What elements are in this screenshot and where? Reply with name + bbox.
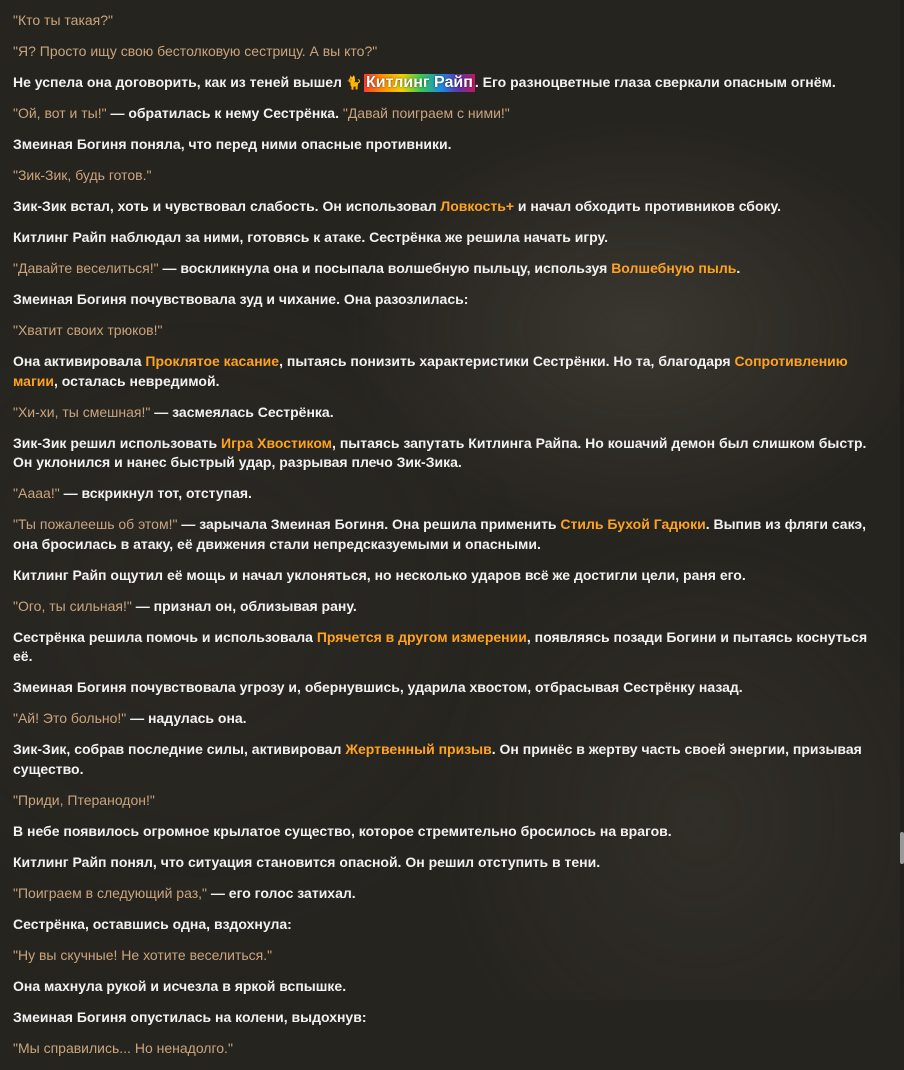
narration-text: . Его разноцветные глаза сверкали опасным огнём. <box>474 74 836 90</box>
narration-text: — засмеялась Сестрёнка. <box>150 403 334 420</box>
story-paragraph <box>13 1039 886 1059</box>
narration-text: — его голос затихал. <box>207 884 356 901</box>
narration-text: Зик-Зик, собрав последние силы, активировал <box>13 741 346 757</box>
dialogue-quote: "Зик-Зик, будь готов." <box>13 167 152 183</box>
narration-text: — признал он, облизывая рану. <box>131 597 357 614</box>
story-paragraph <box>13 678 886 698</box>
story-paragraph <box>13 740 886 779</box>
narration-text: — надулась она. <box>126 710 247 726</box>
narration-text: . <box>736 260 741 276</box>
dialogue-quote: "Поиграем в следующий раз," <box>13 884 208 901</box>
skill-name: Волшебную пыль <box>611 260 737 276</box>
narration-text: , пытаясь понизить характеристики Сестрёнки. Но та, благодаря <box>279 353 735 369</box>
story-paragraph <box>13 628 886 667</box>
narration-text: В небе появилось огромное крылатое существо, которое стремительно бросилось на врагов. <box>13 822 672 839</box>
dialogue-quote: "Приди, Птеранодон!" <box>13 791 155 808</box>
story-paragraph <box>13 597 886 617</box>
character-name-highlight: Китлинг Райп <box>366 74 473 91</box>
story-paragraph <box>13 484 886 504</box>
skill-name: Проклятое касание <box>145 353 280 369</box>
narration-text: Зик-Зик встал, хоть и чувствовал слабость. Он использовал <box>13 198 441 214</box>
dialogue-quote: "Мы справились... Но ненадолго." <box>13 1039 233 1056</box>
story-paragraph <box>13 73 886 93</box>
narration-text: Змеиная Богиня почувствовала угрозу и, обернувшись, ударила хвостом, отбрасывая Сестрёнку назад. <box>13 679 743 695</box>
narration-text: Сестрёнка, оставшись одна, вздохнула: <box>13 915 292 932</box>
dialogue-quote: "Хи-хи, ты смешная!" <box>13 403 151 420</box>
story-log <box>13 11 886 1070</box>
skill-name: Игра Хвостиком <box>221 434 333 451</box>
story-paragraph <box>13 946 886 966</box>
story-paragraph <box>13 11 886 31</box>
skill-name: Ловкость+ <box>440 198 515 214</box>
dialogue-quote: "Аааа!" <box>13 485 60 501</box>
story-paragraph <box>13 884 886 904</box>
narration-text: Змеиная Богиня опустилась на колени, выдохнув: <box>13 1008 367 1025</box>
narration-text: , осталась невредимой. <box>54 372 220 389</box>
narration-text: Она активировала <box>13 353 146 369</box>
story-paragraph <box>13 228 886 248</box>
story-paragraph <box>13 259 886 279</box>
story-paragraph <box>13 135 886 155</box>
story-paragraph <box>13 977 886 997</box>
narration-text: Она махнула рукой и исчезла в яркой вспышке. <box>13 977 347 994</box>
narration-text: Змеиная Богиня поняла, что перед ними опасные противники. <box>13 136 452 152</box>
narration-text: Китлинг Райп понял, что ситуация становится опасной. Он решил отступить в тени. <box>13 853 601 870</box>
story-paragraph <box>13 515 886 554</box>
narration-text: и начал обходить противников сбоку. <box>514 198 781 214</box>
narration-text: Китлинг Райп ощутил её мощь и начал уклоняться, но несколько ударов всё же достигли цели, раня его. <box>13 566 746 583</box>
narration-text: Змеиная Богиня почувствовала зуд и чихание. Она разозлилась: <box>13 291 469 307</box>
skill-name: Сопротивлению магии <box>13 353 848 389</box>
dialogue-quote: "Давай поиграем с ними!" <box>342 105 510 121</box>
story-paragraph <box>13 321 886 341</box>
cat-icon: 🐈 <box>345 75 363 90</box>
dialogue-quote: "Ой, вот и ты!" <box>13 105 107 121</box>
story-paragraph <box>13 566 886 586</box>
story-paragraph <box>13 434 886 473</box>
dialogue-quote: "Ты пожалеешь об этом!" <box>13 516 178 532</box>
story-paragraph <box>13 42 886 62</box>
narration-text: — вскрикнул тот, отступая. <box>59 485 252 501</box>
story-paragraph <box>13 197 886 217</box>
story-paragraph <box>13 1008 886 1028</box>
narration-text: Не успела она договорить, как из теней вышел <box>13 74 346 90</box>
narration-text: . Он принёс в жертву часть своей энергии, призывая существо. <box>13 741 862 777</box>
dialogue-quote: "Давайте веселиться!" <box>13 260 159 276</box>
narration-text: , пытаясь запутать Китлинга Райпа. Но кошачий демон был слишком быстр. Он уклонился и нанес быстрый удар, разрывая плечо Зик-Зика. <box>13 434 867 470</box>
narration-text: Сестрёнка решила помочь и использовала <box>13 628 317 645</box>
story-paragraph <box>13 853 886 873</box>
story-paragraph <box>13 915 886 935</box>
skill-name: Прячется в другом измерении <box>316 628 527 645</box>
dialogue-quote: "Хватит своих трюков!" <box>13 322 163 338</box>
dialogue-quote: "Ого, ты сильная!" <box>13 597 132 614</box>
dialogue-quote: "Я? Просто ищу свою бестолковую сестрицу. А вы кто?" <box>13 43 378 59</box>
story-paragraph <box>13 709 886 729</box>
narration-text: Китлинг Райп наблюдал за ними, готовясь к атаке. Сестрёнка же решила начать игру. <box>13 229 608 245</box>
skill-name: Жертвенный призыв <box>345 741 492 757</box>
narration-text: Зик-Зик решил использовать <box>13 434 221 451</box>
story-paragraph <box>13 104 886 124</box>
narration-text: , появляясь позади Богини и пытаясь коснуться её. <box>13 628 868 664</box>
dialogue-quote: "Кто ты такая?" <box>13 12 114 28</box>
story-paragraph <box>13 352 886 391</box>
narration-text: — воскликнула она и посыпала волшебную пыльцу, используя <box>158 260 612 276</box>
scrollbar[interactable] <box>900 0 904 1000</box>
scrollbar-thumb[interactable] <box>900 832 904 864</box>
story-paragraph <box>13 290 886 310</box>
story-paragraph <box>13 822 886 842</box>
story-paragraph <box>13 403 886 423</box>
story-paragraph <box>13 166 886 186</box>
skill-name: Стиль Бухой Гадюки <box>560 516 706 532</box>
narration-text: — обратилась к нему Сестрёнка. <box>106 105 343 121</box>
narration-text: . Выпив из фляги сакэ, она бросилась в атаку, её движения стали непредсказуемыми и опасными. <box>13 516 867 552</box>
narration-text: — зарычала Змеиная Богиня. Она решила применить <box>177 516 561 532</box>
dialogue-quote: "Ну вы скучные! Не хотите веселиться." <box>13 946 273 963</box>
dialogue-quote: "Ай! Это больно!" <box>13 710 127 726</box>
story-paragraph <box>13 791 886 811</box>
